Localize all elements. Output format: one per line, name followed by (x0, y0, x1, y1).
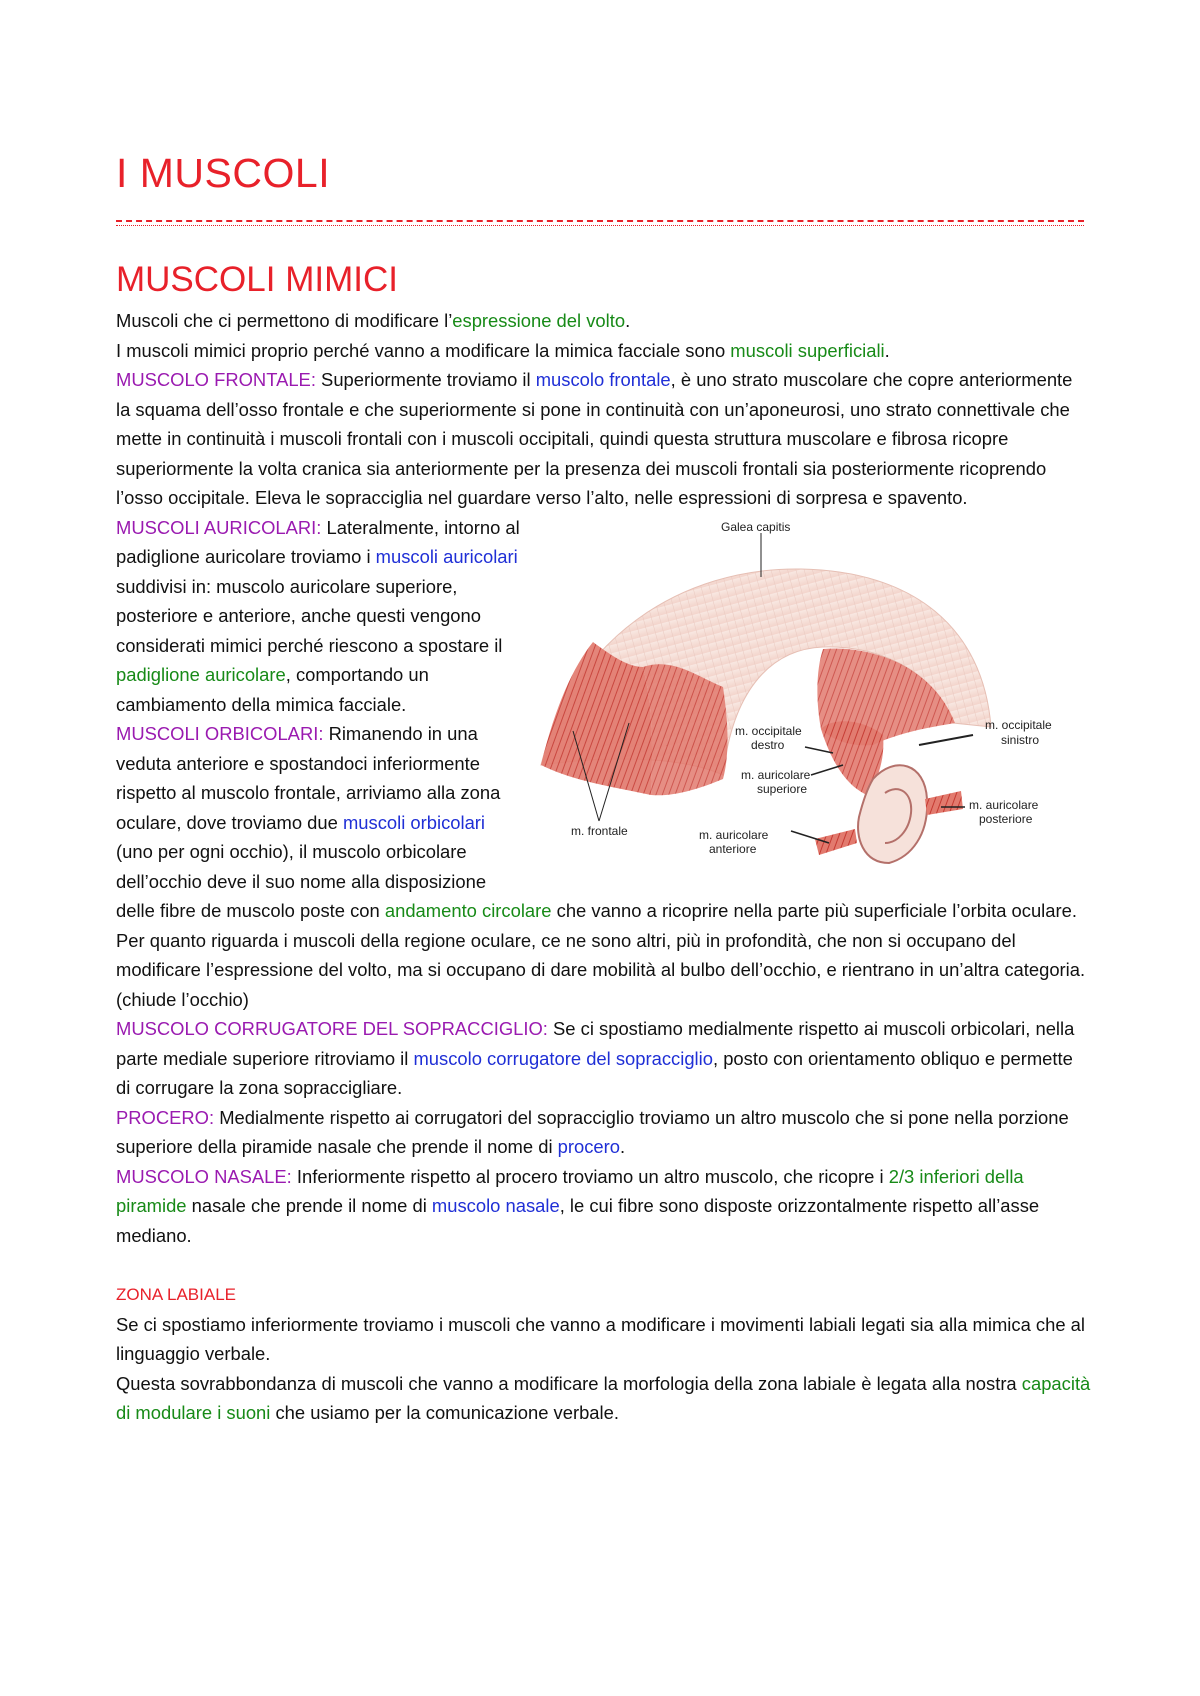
paragraph-intro-2: I muscoli mimici proprio perché vanno a modificare la mimica facciale sono muscoli superficiali. (116, 339, 890, 361)
paragraph-orbicolari: MUSCOLI ORBICOLARI: Rimanendo in una veduta anteriore e spostandoci inferiormente rispetto al muscolo frontale, arriviamo alla zona oculare, dove troviamo due muscoli orbicolari (uno per ogni occhio), il muscolo orbicolare dell’occhio deve il suo nome alla disposizione delle fibre de muscolo poste con andamento circolare che vanno a ricoprire nella parte più superficiale l’orbita oculare. (116, 723, 1077, 921)
term-capacita-modulare-suoni: capacità di modulare i suoni (116, 1372, 1091, 1423)
paragraph-nasale: MUSCOLO NASALE: Inferiormente rispetto al procero troviamo un altro muscolo, che ricopre i 2/3 inferiori della piramide nasale che prende il nome di muscolo nasale, le cui fibre sono disposte orizzontalmente rispetto all’asse mediano. (116, 1165, 1040, 1246)
posterior-auricular-shape (925, 791, 963, 815)
paragraph-oculare-note: Per quanto riguarda i muscoli della regione oculare, ce ne sono altri, più in profondità, che non si occupano del modificare l’espressione del volto, ma si occupano di dare mobilità al bulbo dell’occhio, e rientrano in un’altra categoria. (chiude l’occhio) (116, 929, 1086, 1010)
label-galea-capitis: Galea capitis (721, 519, 791, 534)
paragraph-zona-labiale-2: Questa sovrabbondanza di muscoli che vanno a modificare la morfologia della zona labiale è legata alla nostra capacità di modulare i suoni che usiamo per la comunicazione verbale. (116, 1372, 1091, 1423)
document-body (116, 306, 1091, 1428)
label-muscoli-auricolari: MUSCOLI AURICOLARI: (116, 516, 322, 538)
label-muscolo-corrugatore: MUSCOLO CORRUGATORE DEL SOPRACCIGLIO: (116, 1018, 548, 1039)
subheading-zona-labiale: ZONA LABIALE (116, 1285, 236, 1304)
paragraph-corrugatore: MUSCOLO CORRUGATORE DEL SOPRACCIGLIO: Se ci spostiamo medialmente rispetto ai muscoli orbicolari, nella parte mediale superiore ritroviamo il muscolo corrugatore del sopracciglio, posto con orientamento obliquo e permette di corrugare la zona sopraccigliare. (116, 1018, 1075, 1098)
paragraph-auricolari: MUSCOLI AURICOLARI: Lateralmente, intorno al padiglione auricolare troviamo i muscoli auricolari suddivisi in: muscolo auricolare superiore, posteriore e anteriore, anche questi vengono considerati mimici perché riescono a spostare il padiglione auricolare, comportando un cambiamento della mimica facciale. (116, 516, 520, 715)
document-title: I MUSCOLI (116, 150, 331, 196)
term-due-terzi-inferiori: 2/3 inferiori della piramide (116, 1165, 1024, 1216)
term-muscolo-nasale: muscolo nasale (431, 1195, 560, 1216)
label-auricolare-posteriore-1: m. auricolare (969, 797, 1039, 812)
paragraph-zona-labiale-1: Se ci spostiamo inferiormente troviamo i muscoli che vanno a modificare i movimenti labiali legati sia alla mimica che al linguaggio verbale. (116, 1313, 1085, 1364)
label-occipitale-destro-2: destro (751, 737, 785, 752)
label-auricolare-superiore-2: superiore (757, 781, 808, 796)
label-muscoli-orbicolari: MUSCOLI ORBICOLARI: (116, 723, 324, 744)
label-auricolare-posteriore-2: posteriore (979, 811, 1033, 826)
paragraph-spacer (116, 1250, 1091, 1280)
label-auricolare-anteriore-2: anteriore (709, 841, 757, 856)
muscle-diagram-svg (533, 517, 1071, 894)
label-auricolare-superiore-1: m. auricolare (741, 767, 811, 782)
paragraph-frontale: MUSCOLO FRONTALE: Superiormente troviamo il muscolo frontale, è uno strato muscolare che copre anteriormente la squama dell’osso frontale e che superiormente si pone in continuità con un’aponeurosi, uno strato connettivale che mette in continuità i muscoli frontali con i muscoli occipitali, quindi questa struttura muscolare e fibrosa ricopre superiormente la volta cranica sia anteriormente per la presenza dei muscoli frontali sia posteriormente ricoprendo l’osso occipitale. Eleva le sopracciglia nel guardare verso l’alto, nelle espressioni di sorpresa e spavento. (116, 369, 1073, 508)
term-muscoli-superficiali: muscoli superficiali (730, 339, 885, 361)
label-muscolo-frontale: MUSCOLO FRONTALE: (116, 369, 316, 390)
term-espressione-volto: espressione del volto (452, 310, 626, 331)
term-muscoli-orbicolari: muscoli orbicolari (342, 811, 486, 833)
label-muscolo-nasale: MUSCOLO NASALE: (116, 1165, 292, 1187)
term-muscoli-auricolari: muscoli auricolari (375, 546, 518, 567)
frontal-muscle-right-shape (643, 664, 728, 795)
term-procero: procero (557, 1136, 620, 1157)
label-occipitale-sinistro-1: m. occipitale (985, 717, 1052, 732)
label-frontale: m. frontale (571, 823, 628, 838)
label-occipitale-destro-1: m. occipitale (735, 723, 802, 738)
term-muscolo-corrugatore: muscolo corrugatore del sopracciglio (413, 1047, 713, 1069)
paragraph-intro-1: Muscoli che ci permettono di modificare l’espressione del volto. (116, 310, 631, 331)
paragraph-procero: PROCERO: Medialmente rispetto ai corrugatori del sopracciglio troviamo un altro muscolo che si pone nella porzione superiore della piramide nasale che prende il nome di procero. (116, 1106, 1069, 1157)
label-auricolare-anteriore-1: m. auricolare (699, 827, 769, 842)
term-padiglione-auricolare: padiglione auricolare (116, 664, 286, 685)
anterior-auricular-shape (815, 829, 857, 855)
term-andamento-circolare: andamento circolare (384, 900, 552, 921)
label-occipitale-sinistro-2: sinistro (1001, 732, 1040, 747)
galea-capitis-illustration (533, 517, 1071, 894)
section-title: MUSCOLI MIMICI (116, 260, 398, 299)
title-underline-divider (116, 220, 1084, 222)
label-procero: PROCERO: (116, 1106, 215, 1128)
term-muscolo-frontale: muscolo frontale (535, 369, 671, 390)
